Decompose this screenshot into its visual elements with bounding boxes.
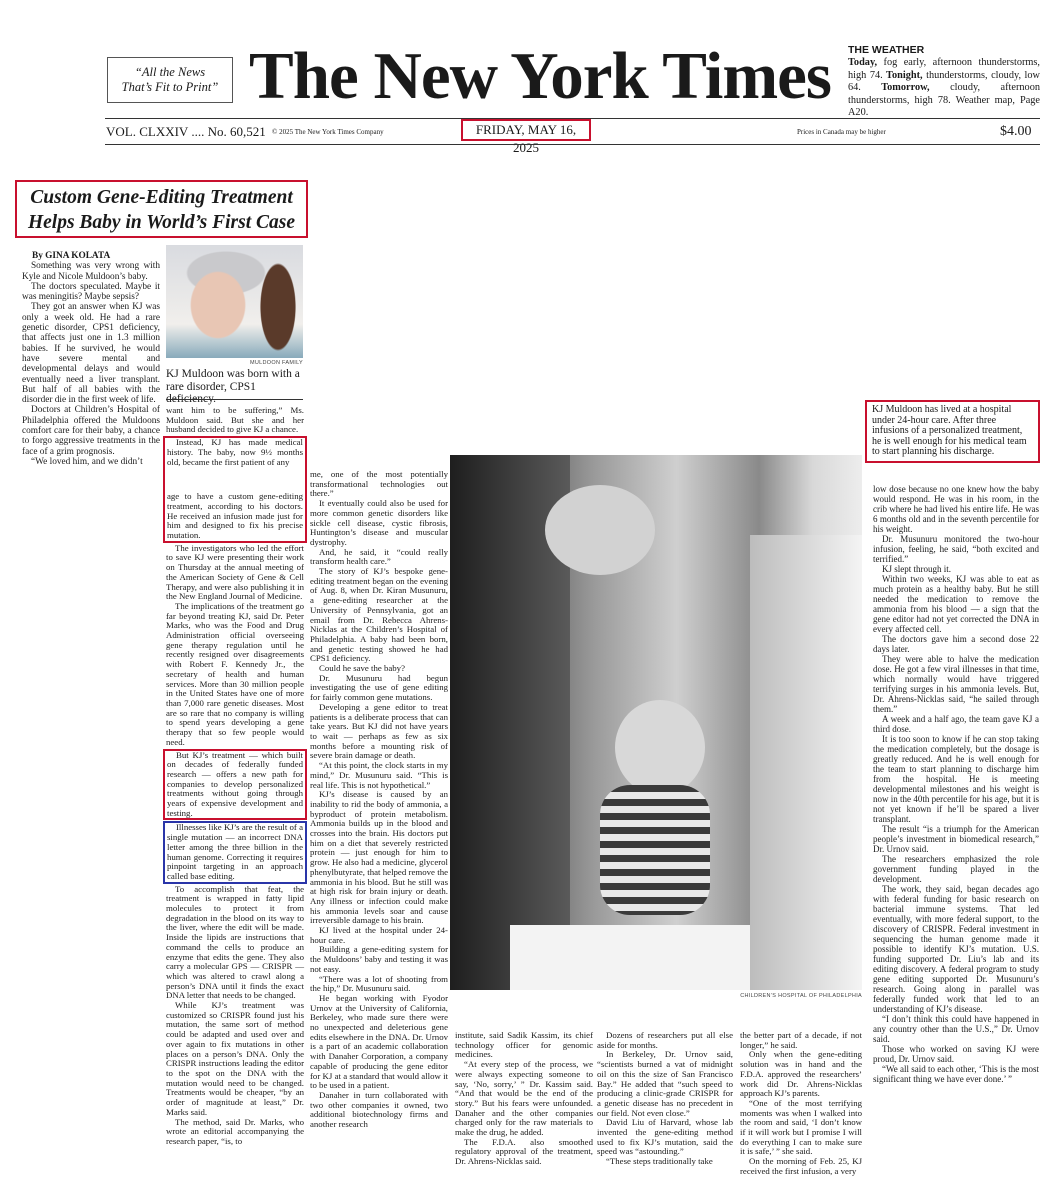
paragraph: To accomplish that feat, the treatment is wrapped in fatty lipid molecules to protect it from degradation in the blood on its way to the liver, where the edit will be made. Inside the lipids are instructions that command the cells to produce an enzyme that edits the gene. They also carry a molecular GPS — CRISPR — which was altered to crawl along a person’s DNA until it finds the exact DNA letter that needs to be changed.	[166, 883, 304, 1001]
paragraph: But KJ’s treatment — which built on decades of federally funded research — offers a new path for companies to develop personalized treatments without going through years of expensive development and testing.	[167, 749, 303, 818]
ear-line: That’s Fit to Print”	[121, 80, 219, 94]
paragraph: David Liu of Harvard, whose lab invented the gene-editing method used to fix KJ’s mutation, said the speed was “astounding.”	[597, 1117, 733, 1157]
paragraph: Something was very wrong with Kyle and Nicole Muldoon’s baby.	[22, 261, 160, 282]
photo-doctor-shape	[545, 485, 655, 575]
divider	[105, 144, 1040, 145]
column-body	[873, 484, 1039, 1084]
canada-price-note: Prices in Canada may be higher	[797, 128, 886, 136]
weather-label: Tomorrow,	[860, 82, 930, 94]
paragraph: Developing a gene editor to treat patients is a deliberate process that can take years. But KJ did not have years to wait — perhaps as few as six months before a mounting risk of severe brain damage or death.	[310, 701, 448, 761]
paragraph: On the morning of Feb. 25, KJ received the first infusion, a very	[740, 1156, 862, 1176]
paragraph: The method, said Dr. Marks, who wrote an editorial accompanying the research paper, “is, to	[166, 1116, 304, 1146]
paragraph: The doctors speculated. Maybe it was meningitis? Maybe sepsis?	[22, 281, 160, 303]
article-column-6	[740, 1031, 862, 1177]
paragraph: The investigators who led the effort to save KJ were presenting their work on Thursday at the annual meeting of the American Society of Gene & Cell Therapy, and were also publishing it in the New England Journal of Medicine.	[166, 542, 304, 602]
paragraph: In Berkeley, Dr. Urnov said, “scientists burned a vat of midnight oil on this the size of San Francisco Bay.” He added that “such speed to producing a clinic-grade CRISPR for a genetic disease has no precedent in our field. Not even close.”	[597, 1049, 733, 1118]
weather-text: cloudy, afternoon thunderstorms, high 78. Weather map, Page A20.	[848, 82, 1040, 119]
weather-label: Today,	[848, 57, 878, 69]
column-body	[310, 470, 448, 1130]
paragraph: “We all said to each other, ‘This is the most significant thing we have ever done.’ ”	[873, 1064, 1039, 1084]
paragraph: The implications of the treatment go far beyond treating KJ, said Dr. Peter Marks, who was the Food and Drug Administration official overseeing gene therapy regulation until he recently resigned over disagreements with Robert F. Kennedy Jr., the secretary of health and human services. More than 30 million people in the United States have one of more than 7,000 rare genetic diseases. Most are so rare that no company is willing to spend years developing a gene therapy that so few people would need.	[166, 600, 304, 747]
weather-text: thunderstorms, cloudy, low 64.	[848, 69, 1040, 94]
copyright: © 2025 The New York Times Company	[272, 128, 384, 136]
weather-text: fog early, afternoon thunderstorms, high 74.	[848, 57, 1040, 81]
paragraph: KJ’s disease is caused by an inability to rid the body of ammonia, a byproduct of protein metabolism. Ammonia builds up in the blood and crosses into the brain. His doctors put him on a diet that severely restricted protein — just enough for him to grow. He also had a medicine, glycerol phenylbutyrate, that helped remove the ammonia in his blood. But he still was at high risk for brain injury or death. Any illness or infection could make his ammonia levels soar and cause irreversible damage to his brain.	[310, 789, 448, 926]
paragraph: “We loved him, and we didn’t	[31, 456, 143, 467]
paragraph: Dr. Musunuru monitored the two-hour infusion, feeling, he said, “both excited and terrified.”	[873, 534, 1039, 564]
headline-line: Helps Baby in World’s First Case	[27, 212, 296, 233]
paragraph: The work, they said, began decades ago with federal funding for basic research on bacterial immune systems. That led eventually, with more federal support, to the discovery of CRISPR. Federal investment in sequencing the human genome made it possible to identify KJ’s mutation. U.S. funding supported Dr. Liu’s lab and its editing discovery. A federal program to study gene editing supported Dr. Musunuru’s research. Going along in parallel was federally funded work that led to an understanding of KJ’s disease.	[873, 884, 1039, 1014]
paragraph: “There was a lot of shooting from the hip,” Dr. Musunuru said.	[310, 973, 448, 994]
paragraph: The doctors gave him a second dose 22 days later.	[873, 634, 1039, 654]
article-column-7	[873, 484, 1039, 1084]
spacer	[167, 467, 303, 492]
paragraph: They were able to halve the medication dose. He got a few viral illnesses in that time, which normally would have triggered terrifying surges in his ammonia levels. But, Dr. Ahrens-Nicklas said, “he sailed through them.”	[873, 654, 1039, 714]
paragraph: Could he save the baby?	[319, 663, 405, 674]
paragraph: Only when the gene-editing solution was in hand and the F.D.A. approved the researchers’ work did Dr. Ahrens-Nicklas approach KJ’s parents.	[740, 1049, 862, 1099]
paragraph: the better part of a decade, if not longer,” he said.	[740, 1030, 862, 1050]
paragraph: He began working with Fyodor Urnov at the University of California, Berkeley, who made sure there were no unexpected and deleterious gene edits elsewhere in the DNA. Dr. Urnov is a part of an academic collaboration with Danaher Corporation, a company capable of producing the gene editor for KJ at a standard that would allow it to be used in a patient.	[310, 992, 448, 1091]
paragraph: Illnesses like KJ’s are the result of a single mutation — an incorrect DNA letter among the three billion in the human genome. Correcting it requires pinpoint targeting in an approach called base editing.	[167, 822, 303, 881]
paragraph: Instead, KJ has made medical history. The baby, now 9½ months old, became the first patient of any	[167, 437, 303, 467]
paragraph: Dozens of researchers put all else aside for months.	[597, 1030, 733, 1050]
paragraph: “I don’t think this could have happened in any country other than the U.S.,” Dr. Urnov said.	[873, 1014, 1039, 1044]
article-column-2	[166, 406, 304, 1147]
photo-baby-body-shape	[600, 785, 710, 915]
paragraph: Doctors at Children’s Hospital of Philadelphia offered the Muldoons comfort care for their baby, a chance to forgo aggressive treatments in the face of a grim prognosis.	[22, 405, 160, 457]
column-body	[455, 1031, 593, 1167]
baby-photo	[166, 245, 303, 358]
column-body	[166, 406, 304, 1147]
paragraph: “One of the most terrifying moments was when I walked into the room and said, ‘I don’t know if it will work but I promise I will do everything I can to make sure it is safe,’ ” she said.	[740, 1097, 862, 1157]
paragraph: low dose because no one knew how the baby would respond. He was in his room, in the crib where he had lived his entire life. He was 6 months old and in the seventh percentile for his weight.	[873, 484, 1039, 534]
paragraph: Those who worked on saving KJ were proud, Dr. Urnov said.	[873, 1044, 1039, 1064]
byline: By GINA KOLATA	[32, 251, 111, 261]
highlight-box-blue	[163, 821, 307, 883]
paragraph: “At every step of the process, we were always expecting someone to say, ‘No, sorry,’ ” Dr. Kassim said. “And that would be the end of the story.” But his fears were unfounded. Danaher and the other companies charged only for the raw materials to make the drug, he added.	[455, 1059, 593, 1138]
paragraph: A week and a half ago, the team gave KJ a third dose.	[873, 714, 1039, 734]
volume-number: VOL. CLXXIV .... No. 60,521	[106, 124, 266, 139]
photo-caption: KJ Muldoon has lived at a hospital under 24-hour care. After three infusions of a personalized treatment, he is well enough for his medical team to start planning his discharge.	[865, 400, 1040, 463]
paragraph: institute, said Sadik Kassim, its chief technology officer for genomic medicines.	[455, 1030, 593, 1060]
article-column-4	[455, 1031, 593, 1167]
paragraph: me, one of the most potentially transformational technologies out there.”	[310, 469, 448, 499]
headline-line: Custom Gene-Editing Treatment	[30, 187, 293, 208]
article-headline[interactable]	[15, 180, 308, 238]
paragraph: While KJ’s treatment was customized so CRISPR found just his mutation, the same sort of method could be adapted and used over and over again to fix mutations in other places on a person’s DNA. Only the CRISPR instructions leading the editor to the spot on the DNA with the mutation would need to be changed. Treatments would be cheaper, “by an order of magnitude at least,” Dr. Marks said.	[166, 1000, 304, 1117]
photo-nurse-shape	[750, 535, 862, 990]
weather-box	[848, 44, 1040, 119]
photo-credit: MULDOON FAMILY	[250, 360, 303, 366]
paragraph: The result “is a triumph for the American people’s investment in biomedical research,” Dr. Urnov said.	[873, 824, 1039, 854]
paragraph: Danaher in turn collaborated with two other companies it owned, two additional biotechnology firms and another research	[310, 1090, 448, 1130]
paragraph: age to have a custom gene-editing treatment, according to his doctors. He received an infusion made just for him and designed to fix his precise mutation.	[167, 491, 303, 541]
weather-forecast	[848, 57, 1040, 119]
paragraph: Building a gene-editing system for the Muldoons’ baby and testing it was not easy.	[310, 944, 448, 974]
ear-line: “All the News	[134, 65, 206, 79]
column-body	[740, 1031, 862, 1177]
paragraph: “At this point, the clock starts in my mind,” Dr. Musunuru said. “This is real life. This is not hypothetical.”	[310, 760, 448, 790]
column-body	[597, 1031, 733, 1167]
paragraph: It is too soon to know if he can stop taking the medication completely, but the dosage is greatly reduced. And he is well enough for the team to start planning to discharge him from the hospital. He is meeting developmental milestones and his weight is now in the 40th percentile for his age, but it is not yet known if he’ll be spared a liver transplant.	[873, 734, 1039, 824]
divider	[166, 399, 303, 400]
highlight-box-red	[163, 749, 307, 821]
newspaper-nameplate: The New York Times	[249, 39, 831, 113]
column-body	[22, 261, 160, 467]
paragraph: “These steps traditionally take	[606, 1156, 713, 1167]
paragraph: The researchers emphasized the role government funding played in the development.	[873, 854, 1039, 884]
photo-baby-head-shape	[615, 700, 705, 795]
photo-caption: KJ Muldoon was born with a rare disorder, CPS1 deficiency.	[166, 368, 300, 405]
paragraph: It eventually could also be used for more common genetic disorders like sickle cell disease, cystic fibrosis, Huntington’s disease and muscular dystrophy.	[310, 498, 448, 547]
article-column-3	[310, 470, 448, 1130]
main-photo	[450, 455, 862, 990]
paragraph: And, he said, it “could really transform health care.”	[310, 546, 448, 567]
paragraph: They got an answer when KJ was only a week old. He had a rare genetic disorder, CPS1 deficiency, that affects just one in 1.3 million babies. If he survived, he would have severe mental and developmental delays and would eventually need a liver transplant. But half of all babies with the disorder die in the first week of life.	[22, 302, 160, 406]
paragraph: KJ lived at the hospital under 24-hour care.	[310, 925, 448, 945]
article-column-5	[597, 1031, 733, 1167]
article-column-1	[22, 251, 160, 467]
issue-date: FRIDAY, MAY 16, 2025	[461, 119, 591, 141]
photo-credit: CHILDREN’S HOSPITAL OF PHILADELPHIA	[740, 993, 862, 999]
weather-title: THE WEATHER	[848, 44, 925, 56]
paragraph: KJ slept through it.	[882, 564, 951, 574]
paragraph: The F.D.A. also smoothed regulatory approval of the treatment, Dr. Ahrens-Nicklas said.	[455, 1136, 593, 1167]
paragraph: Dr. Musunuru had begun investigating the use of gene editing for fairly common gene mutations.	[310, 672, 448, 703]
price: $4.00	[1000, 124, 1032, 139]
paragraph: Within two weeks, KJ was able to eat as much protein as a healthy baby. But he still needed the medication to remove the ammonia from his blood — a sign that the gene editor had not yet corrected the DNA in every affected cell.	[873, 574, 1039, 634]
paragraph: The story of KJ’s bespoke gene-editing treatment began on the evening of Aug. 8, when Dr. Kiran Musunuru, a gene-editing researcher at the University of Pennsylvania, got an email from Dr. Rebecca Ahrens-Nicklas at the Children’s Hospital of Philadelphia. A baby had been born, and genetic testing showed he had CPS1 deficiency.	[310, 566, 448, 664]
masthead-ear	[107, 57, 233, 103]
paragraph: want him to be suffering,” Ms. Muldoon said. But she and her husband decided to give KJ a chance.	[166, 405, 304, 435]
highlight-box-red	[163, 436, 307, 543]
weather-label: Tonight,	[882, 69, 923, 81]
